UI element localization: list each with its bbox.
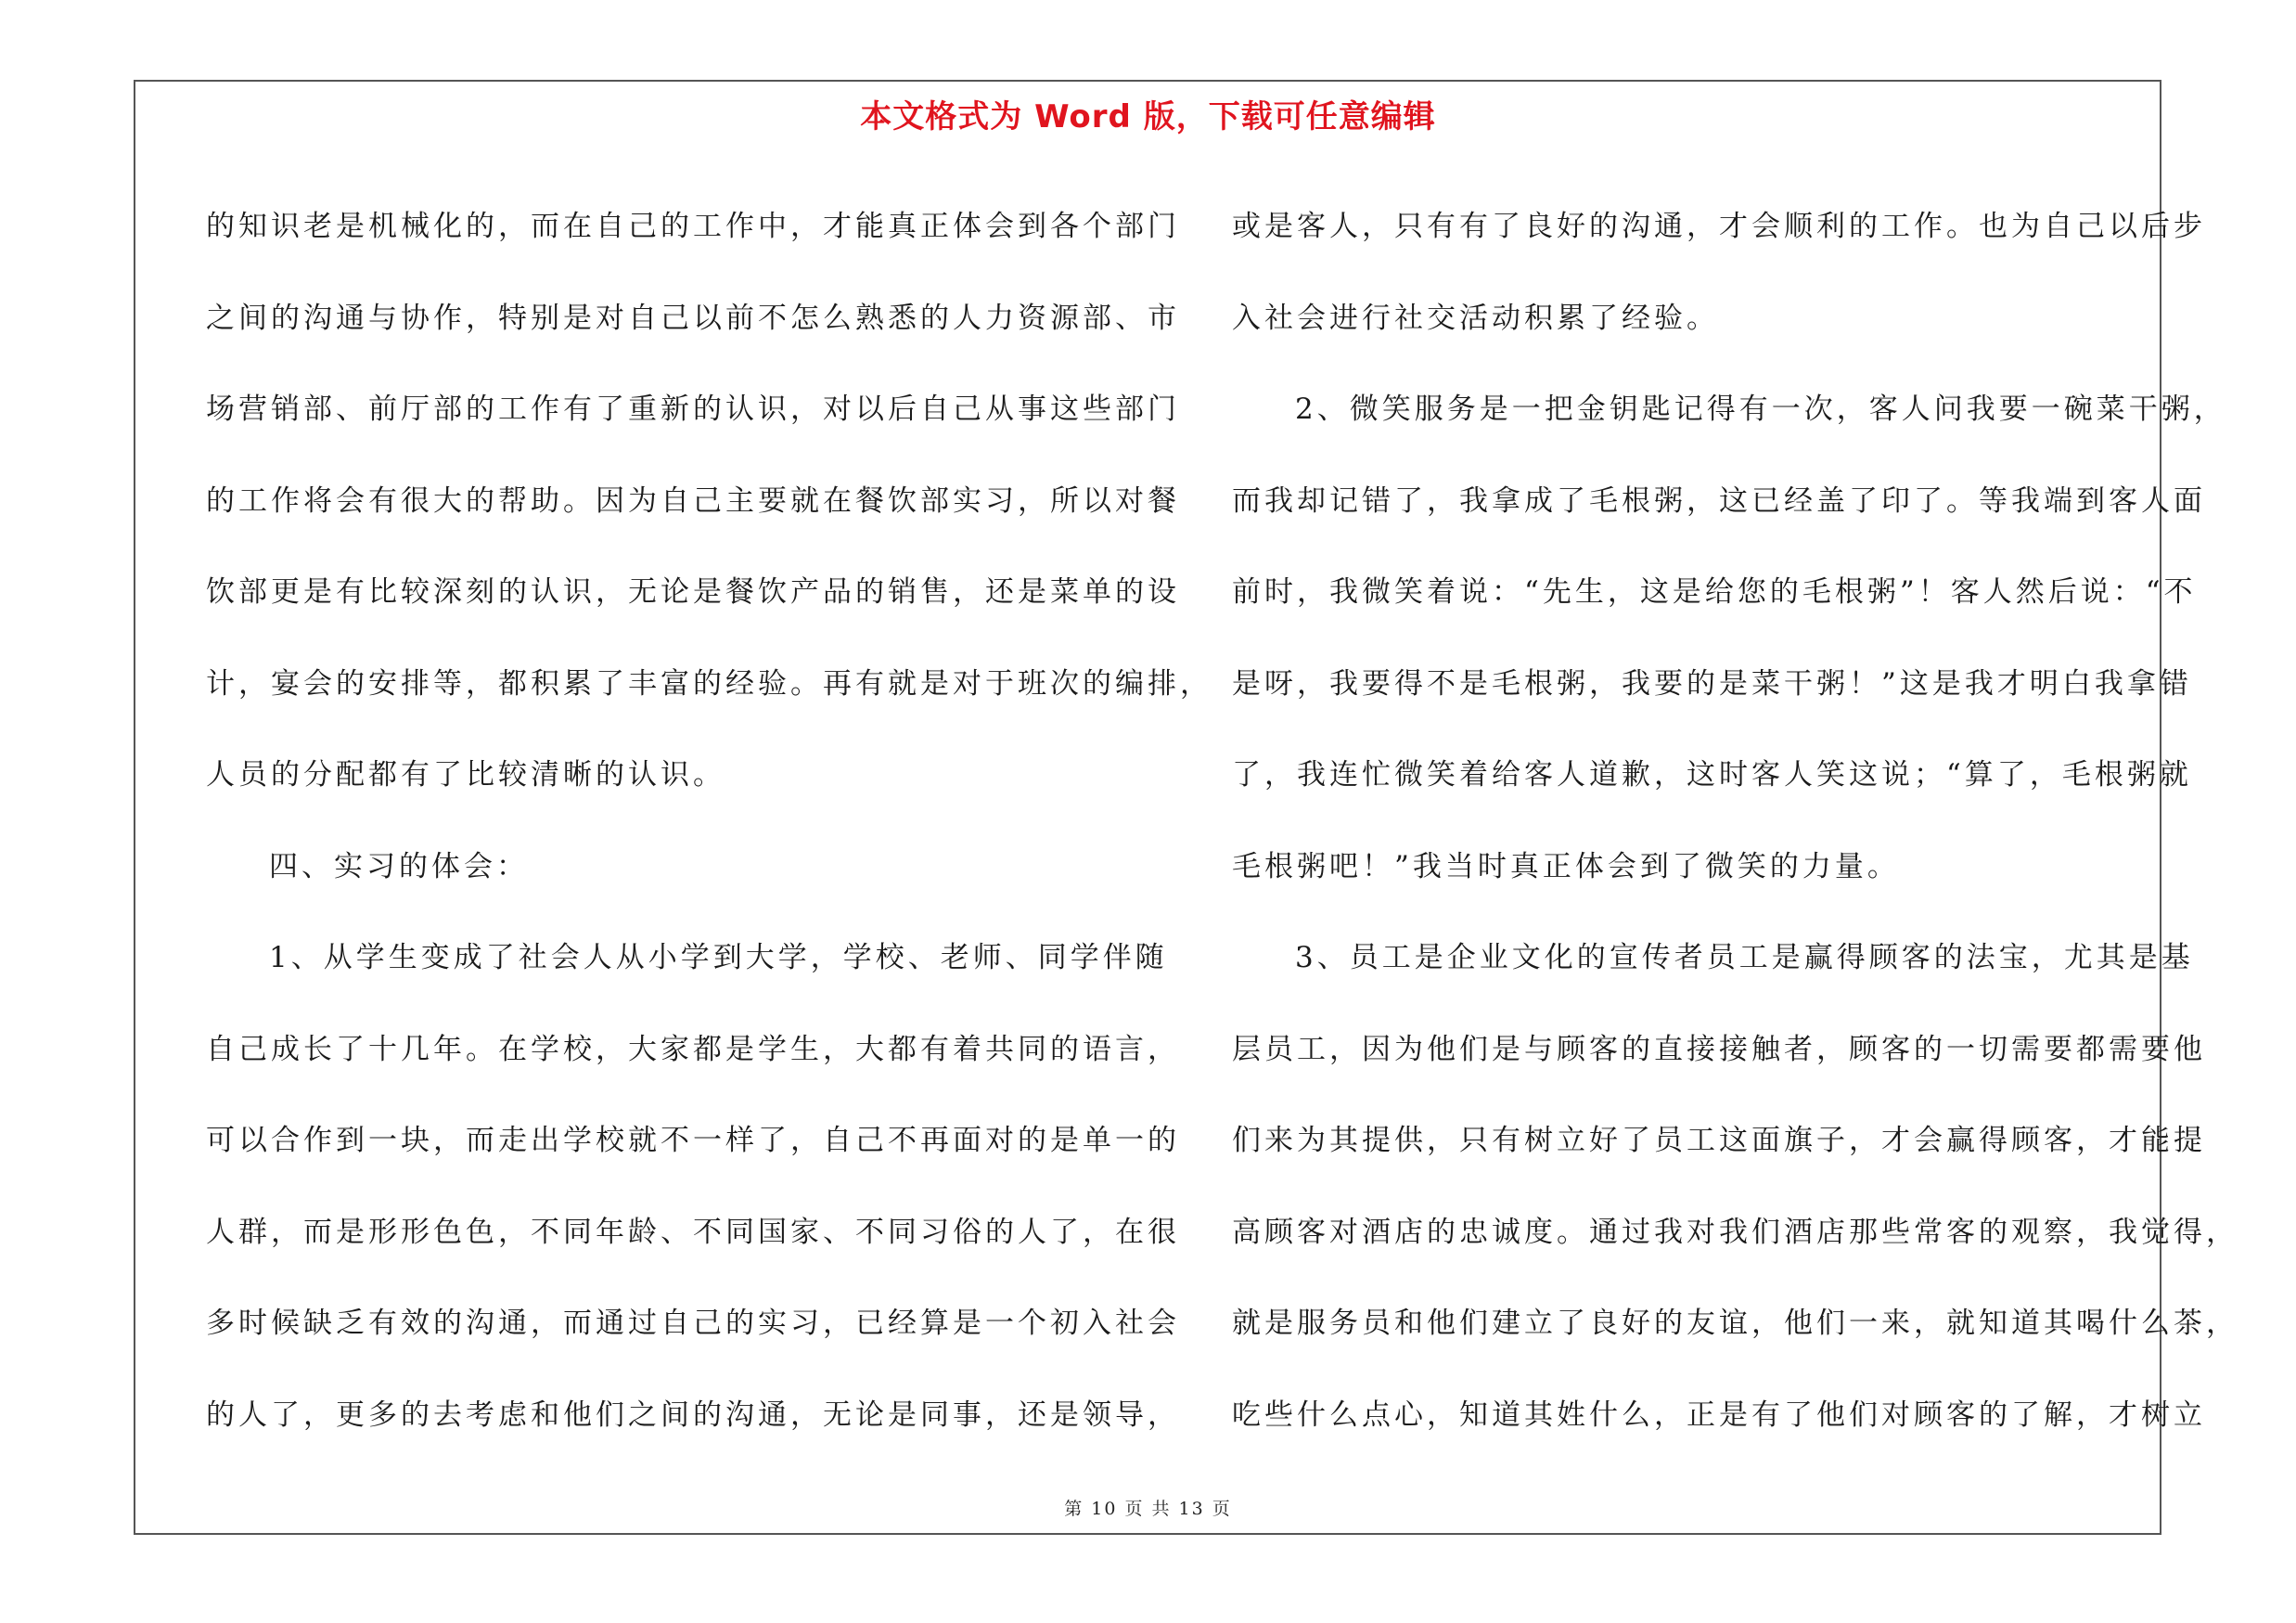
text-line: 了，我连忙微笑着给客人道歉，这时客人笑这说；“算了，毛根粥就	[1232, 758, 2192, 792]
text-line: 自己成长了十几年。在学校，大家都是学生，大都有着共同的语言，	[206, 1032, 1180, 1066]
right-text-column	[1232, 181, 2238, 1461]
text-line: 毛根粥吧！”我当时真正体会到了微笑的力量。	[1232, 849, 1900, 883]
text-line: 多时候缺乏有效的沟通，而通过自己的实习，已经算是一个初入社会	[206, 1307, 1180, 1340]
text-line: 饮部更是有比较深刻的认识，无论是餐饮产品的销售，还是菜单的设	[206, 575, 1180, 609]
text-line: 人群，而是形形色色，不同年龄、不同国家、不同习俗的人了，在很	[206, 1215, 1180, 1249]
page-number: 第 10 页 共 13 页	[1064, 1499, 1232, 1519]
text-line: 的人了，更多的去考虑和他们之间的沟通，无论是同事，还是领导，	[206, 1398, 1180, 1432]
text-line: 之间的沟通与协作，特别是对自己以前不怎么熟悉的人力资源部、市	[206, 301, 1180, 335]
text-line: 或是客人，只有有了良好的沟通，才会顺利的工作。也为自己以后步	[1232, 210, 2206, 243]
text-line: 前时，我微笑着说：“先生，这是给您的毛根粥”！客人然后说：“不	[1232, 575, 2197, 609]
text-line: 是呀，我要得不是毛根粥，我要的是菜干粥！”这是我才明白我拿错	[1232, 666, 2192, 701]
text-line: 人员的分配都有了比较清晰的认识。	[206, 758, 725, 792]
format-banner: 本文格式为 Word 版，下载可任意编辑	[860, 98, 1436, 135]
text-line: 场营销部、前厅部的工作有了重新的认识，对以后自己从事这些部门	[206, 393, 1180, 426]
text-line: 1、从学生变成了社会人从小学到大学，学校、老师、同学伴随	[269, 941, 1168, 974]
text-line: 入社会进行社交活动积累了经验。	[1232, 301, 1719, 335]
text-line: 们来为其提供，只有树立好了员工这面旗子，才会赢得顾客，才能提	[1232, 1124, 2206, 1157]
text-line: 3、员工是企业文化的宣传者员工是赢得顾客的法宝，尤其是基	[1295, 941, 2194, 974]
text-line: 就是服务员和他们建立了良好的友谊，他们一来，就知道其喝什么茶，	[1232, 1307, 2238, 1340]
text-line: 可以合作到一块，而走出学校就不一样了，自己不再面对的是单一的	[206, 1124, 1180, 1157]
text-line: 而我却记错了，我拿成了毛根粥，这已经盖了印了。等我端到客人面	[1232, 483, 2206, 518]
text-line: 高顾客对酒店的忠诚度。通过我对我们酒店那些常客的观察，我觉得，	[1232, 1215, 2238, 1249]
text-line: 计，宴会的安排等，都积累了丰富的经验。再有就是对于班次的编排，	[206, 666, 1212, 701]
text-line: 的知识老是机械化的，而在自己的工作中，才能真正体会到各个部门	[206, 210, 1180, 243]
text-line: 四、实习的体会：	[269, 849, 529, 883]
text-line: 的工作将会有很大的帮助。因为自己主要就在餐饮部实习，所以对餐	[206, 483, 1180, 518]
text-line: 2、微笑服务是一把金钥匙记得有一次，客人问我要一碗菜干粥，	[1295, 393, 2226, 426]
text-line: 层员工，因为他们是与顾客的直接接触者，顾客的一切需要都需要他	[1232, 1032, 2206, 1066]
text-line: 吃些什么点心，知道其姓什么，正是有了他们对顾客的了解，才树立	[1232, 1398, 2206, 1432]
left-text-column	[206, 181, 1212, 1461]
